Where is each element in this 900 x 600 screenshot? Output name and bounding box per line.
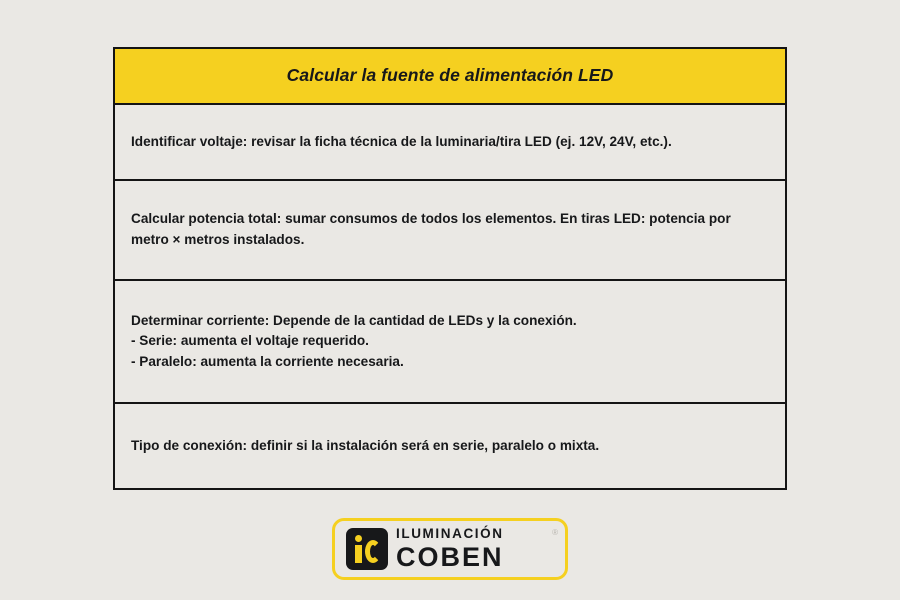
card-header — [115, 49, 785, 105]
logo-i-dot-icon — [355, 535, 362, 542]
step-text-line-2: - Serie: aumenta el voltaje requerido. — [131, 333, 369, 349]
logo-i-stem-icon — [355, 545, 362, 563]
step-text-group — [131, 311, 577, 373]
step-item-tipo-de-conexion — [115, 404, 785, 488]
step-item-determinar-corriente — [115, 281, 785, 404]
step-item-identificar-voltaje — [115, 105, 785, 181]
logo-bottom-text: COBEN — [396, 541, 504, 572]
step-text-line-3: - Paralelo: aumenta la corriente necesaria. — [131, 353, 404, 369]
step-text: Calcular potencia total: sumar consumos de todos los elementos. En tiras LED: potencia por metro × metros instalados. — [131, 211, 731, 247]
logo-monogram-icon — [346, 528, 388, 570]
page-title: Calcular la fuente de alimentación LED — [286, 65, 614, 85]
brand-logo — [332, 518, 568, 580]
step-text: Tipo de conexión: definir si la instalación será en serie, paralelo o mixta. — [131, 437, 600, 453]
logo-c-shape-icon — [365, 540, 381, 563]
registered-mark: ® — [552, 528, 558, 537]
logo-content — [332, 518, 568, 580]
step-text: Identificar voltaje: revisar la ficha técnica de la luminaria/tira LED (ej. 12V, 24V, etc.). — [131, 133, 672, 149]
step-item-calcular-potencia-total — [115, 181, 785, 281]
steps-card — [113, 47, 787, 490]
step-text-line-1: Determinar corriente: Depende de la cantidad de LEDs y la conexión. — [131, 312, 577, 328]
logo-wordmark — [396, 527, 504, 571]
logo-top-text: ILUMINACIÓN — [396, 526, 504, 542]
